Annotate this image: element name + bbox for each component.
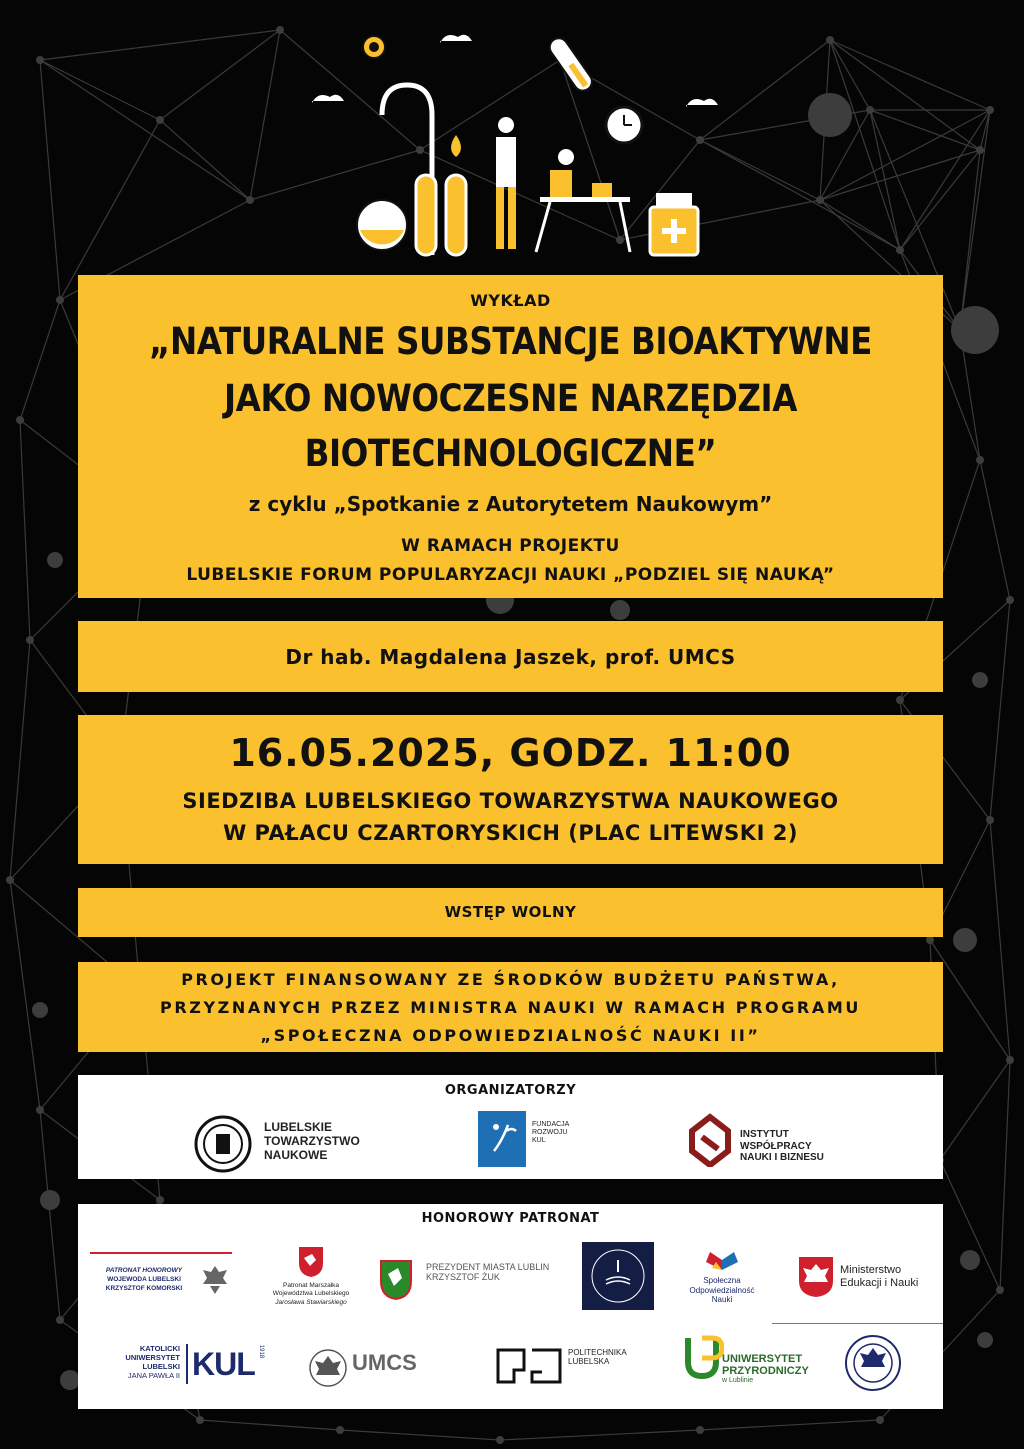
- network-node: [1006, 596, 1014, 604]
- up-logo: [684, 1334, 724, 1388]
- wojewoda-text: [90, 1266, 198, 1293]
- network-node: [960, 1250, 980, 1270]
- kul-line: KATOLICKI: [139, 1344, 180, 1353]
- network-node: [816, 196, 824, 204]
- network-node: [953, 928, 977, 952]
- lecture-title-line: BIOTECHNOLOGICZNE”: [304, 432, 717, 475]
- ltn-name-line: LUBELSKIE: [264, 1120, 333, 1134]
- network-node: [60, 1370, 80, 1390]
- network-node: [996, 1286, 1004, 1294]
- funding-box: [78, 962, 943, 1052]
- date-venue-box: [78, 715, 943, 864]
- iwnib-name-line: NAUKI I BIZNESU: [740, 1152, 824, 1163]
- network-node: [896, 246, 904, 254]
- politechnika-line: POLITECHNIKA: [568, 1348, 627, 1357]
- network-line: [980, 460, 1010, 600]
- network-node: [36, 1106, 44, 1114]
- network-line: [40, 60, 60, 300]
- lecture-series: z cyklu „Spotkanie z Autorytetem Naukowym”: [248, 492, 773, 516]
- politechnika-text: [568, 1348, 627, 1366]
- lubelskie-shield-icon: [298, 1246, 324, 1278]
- kul-line: JANA PAWŁA II: [127, 1371, 180, 1380]
- network-node: [610, 600, 630, 620]
- network-line: [60, 120, 160, 300]
- wojewoda-logo: [90, 1252, 232, 1293]
- politechnika-mark-icon: [496, 1348, 562, 1384]
- network-node: [56, 296, 64, 304]
- network-node: [896, 696, 904, 704]
- iwnib-name-line: INSTYTUT: [740, 1129, 789, 1140]
- wojewoda-line: KRZYSZTOF KOMORSKI: [105, 1285, 183, 1293]
- laptop-desk-icon: [536, 149, 630, 252]
- kul-wordmark: KUL: [192, 1346, 255, 1382]
- eagle-icon: [200, 1262, 230, 1296]
- network-line: [960, 110, 990, 330]
- network-node: [986, 816, 994, 824]
- spoleczna-text: [674, 1276, 770, 1305]
- speaker-name: Dr hab. Magdalena Jaszek, prof. UMCS: [285, 645, 736, 669]
- network-node: [976, 456, 984, 464]
- network-node: [926, 936, 934, 944]
- politechnika-line: LUBELSKA: [568, 1357, 610, 1367]
- network-line: [200, 1420, 340, 1430]
- network-node: [876, 1416, 884, 1424]
- venue-line: W PAŁACU CZARTORYSKICH (PLAC LITEWSKI 2): [223, 821, 798, 845]
- kuratorium-logo: [582, 1242, 654, 1310]
- clock-icon: [606, 107, 642, 143]
- network-node: [976, 146, 984, 154]
- spoleczna-logo: [674, 1250, 770, 1305]
- marszalek-text: [256, 1282, 366, 1307]
- network-line: [10, 640, 30, 880]
- iwnib-name-line: WSPÓŁPRACY: [740, 1140, 812, 1152]
- network-line: [990, 600, 1010, 820]
- network-line: [1000, 1060, 1010, 1290]
- network-node: [951, 306, 999, 354]
- marszalek-line: Patronat Marszałka: [283, 1282, 339, 1289]
- speaker-box: [78, 621, 943, 692]
- medical-university-seal-icon: [844, 1334, 902, 1392]
- network-node: [977, 1332, 993, 1348]
- iwnib-mark-icon: [688, 1111, 734, 1167]
- network-node: [196, 1416, 204, 1424]
- network-line: [40, 60, 250, 200]
- network-line: [340, 1430, 500, 1440]
- red-rule: [90, 1252, 232, 1254]
- gear-icon: [363, 36, 385, 58]
- network-line: [250, 30, 280, 200]
- network-node: [1006, 1056, 1014, 1064]
- marszalek-line: Województwa Lubelskiego: [272, 1290, 350, 1298]
- network-line: [40, 1110, 60, 1320]
- umcs-eagle-icon: [308, 1348, 348, 1388]
- cloud-icon: [312, 95, 344, 103]
- fundacja-name-line: ROZWOJU: [532, 1129, 568, 1137]
- cloud-icon: [686, 99, 718, 107]
- lecture-title-line: JAKO NOWOCZESNE NARZĘDZIA: [224, 377, 797, 420]
- ltn-logo: [194, 1115, 252, 1177]
- patronage-title: HONOROWY PATRONAT: [421, 1211, 600, 1226]
- lecture-title-box: [78, 275, 943, 598]
- kul-year: 1918: [258, 1344, 265, 1359]
- network-line: [40, 30, 280, 60]
- ltn-name-line: TOWARZYSTWO: [264, 1133, 360, 1148]
- network-line: [20, 420, 30, 640]
- ministerstwo-text: [840, 1264, 918, 1289]
- network-node: [56, 1316, 64, 1324]
- admission-text: WSTĘP WOLNY: [444, 903, 577, 921]
- prezydent-logo: [380, 1260, 412, 1304]
- network-node: [276, 26, 284, 34]
- organizers-title: ORGANIZATORZY: [444, 1083, 577, 1098]
- lublin-shield-icon: [380, 1260, 412, 1300]
- network-line: [830, 40, 980, 150]
- fundacja-logo: [478, 1111, 526, 1171]
- kul-logo: [108, 1344, 265, 1388]
- iwnib-name: [740, 1129, 824, 1164]
- project-name: LUBELSKIE FORUM POPULARYZACJI NAUKI „PODZIEL SIĘ NAUKĄ”: [186, 565, 835, 585]
- wojewoda-line: WOJEWODA LUBELSKI: [107, 1276, 181, 1284]
- network-node: [336, 1426, 344, 1434]
- network-line: [700, 1420, 880, 1430]
- network-node: [26, 636, 34, 644]
- network-node: [40, 1190, 60, 1210]
- venue-line: SIEDZIBA LUBELSKIEGO TOWARZYSTWA NAUKOWEGO: [182, 789, 839, 813]
- prezydent-text: [426, 1262, 549, 1283]
- network-node: [156, 1196, 164, 1204]
- ministry-eagle-icon: [798, 1256, 834, 1298]
- network-line: [160, 30, 280, 120]
- project-intro: W RAMACH PROJEKTU: [401, 536, 620, 556]
- marszalek-logo: [256, 1246, 366, 1307]
- thermometer-icon: [546, 35, 595, 94]
- up-line: w Lublinie: [722, 1377, 754, 1385]
- up-text: [722, 1354, 809, 1384]
- ministerstwo-logo: [798, 1256, 834, 1302]
- up-line: PRZYRODNICZY: [722, 1364, 809, 1377]
- spoleczna-line: Nauki: [711, 1295, 733, 1305]
- patronage-box: [78, 1204, 943, 1409]
- network-line: [990, 820, 1010, 1060]
- ltn-seal-icon: [194, 1115, 252, 1173]
- network-line: [160, 120, 250, 200]
- spoleczna-line: Społeczna: [703, 1276, 741, 1285]
- network-line: [900, 150, 980, 250]
- organizers-box: [78, 1075, 943, 1179]
- prezydent-line: KRZYSZTOF ŻUK: [426, 1272, 500, 1283]
- prezydent-line: PREZYDENT MIASTA LUBLIN: [426, 1262, 550, 1272]
- network-line: [960, 150, 980, 330]
- ministerstwo-line: Ministerstwo: [840, 1264, 902, 1276]
- network-node: [32, 1002, 48, 1018]
- network-line: [500, 1430, 700, 1440]
- network-node: [156, 116, 164, 124]
- network-node: [36, 56, 44, 64]
- fundacja-mark-icon: [478, 1111, 526, 1167]
- network-line: [940, 1060, 1010, 1160]
- science-illustration: [300, 25, 740, 265]
- network-node: [826, 36, 834, 44]
- lecture-title-line: „NATURALNE SUBSTANCJE BIOAKTYWNE: [149, 320, 872, 363]
- book-icon: [704, 1250, 740, 1272]
- kul-line: LUBELSKI: [142, 1362, 180, 1371]
- kul-rule: [186, 1344, 188, 1384]
- funding-line: „SPOŁECZNA ODPOWIEDZIALNOŚĆ NAUKI II”: [260, 1026, 761, 1045]
- ministerstwo-line: Edukacji i Nauki: [840, 1276, 919, 1289]
- ltn-name: [264, 1121, 360, 1162]
- fundacja-name: [532, 1121, 569, 1145]
- kuratorium-emblem-icon: [582, 1242, 654, 1310]
- network-node: [808, 93, 852, 137]
- lecture-label: WYKŁAD: [470, 291, 551, 310]
- spoleczna-line: Odpowiedzialność: [689, 1285, 755, 1295]
- network-node: [696, 1426, 704, 1434]
- fundacja-name-line: KUL: [532, 1137, 546, 1145]
- network-node: [986, 106, 994, 114]
- network-node: [47, 552, 63, 568]
- test-tube-icon: [416, 135, 466, 255]
- network-line: [20, 300, 60, 420]
- ltn-name-line: NAUKOWE: [264, 1147, 328, 1162]
- network-node: [246, 196, 254, 204]
- kul-text: [108, 1344, 180, 1380]
- network-node: [6, 876, 14, 884]
- up-line: UNIWERSYTET: [722, 1353, 803, 1365]
- network-line: [10, 880, 40, 1110]
- umcs-wordmark: UMCS: [352, 1350, 417, 1375]
- politechnika-logo: [496, 1348, 562, 1388]
- network-node: [866, 106, 874, 114]
- umed-logo: [844, 1334, 902, 1396]
- medicine-bottle-icon: [650, 193, 698, 255]
- network-line: [830, 40, 990, 110]
- kul-line: UNIWERSYTET: [125, 1353, 180, 1362]
- network-line: [40, 60, 160, 120]
- network-line: [940, 1160, 1000, 1290]
- umcs-logo: [308, 1348, 348, 1392]
- network-line: [820, 200, 900, 250]
- up-mark-icon: [684, 1334, 724, 1384]
- divider: [772, 1323, 943, 1324]
- scientist-icon: [496, 117, 516, 249]
- funding-line: PROJEKT FINANSOWANY ZE ŚRODKÓW BUDŻETU PAŃSTWA,: [181, 970, 840, 989]
- wojewoda-line: PATRONAT HONOROWY: [105, 1267, 183, 1274]
- network-node: [496, 1436, 504, 1444]
- admission-box: [78, 888, 943, 937]
- iwnib-logo: [688, 1111, 734, 1171]
- funding-line: PRZYZNANYCH PRZEZ MINISTRA NAUKI W RAMACH PROGRAMU: [160, 998, 861, 1017]
- marszalek-line: Jarosława Stawiarskiego: [275, 1298, 347, 1306]
- event-datetime: 16.05.2025, GODZ. 11:00: [229, 731, 792, 775]
- fundacja-name-line: FUNDACJA: [532, 1121, 570, 1128]
- network-node: [16, 416, 24, 424]
- cloud-icon: [440, 35, 472, 43]
- network-node: [972, 672, 988, 688]
